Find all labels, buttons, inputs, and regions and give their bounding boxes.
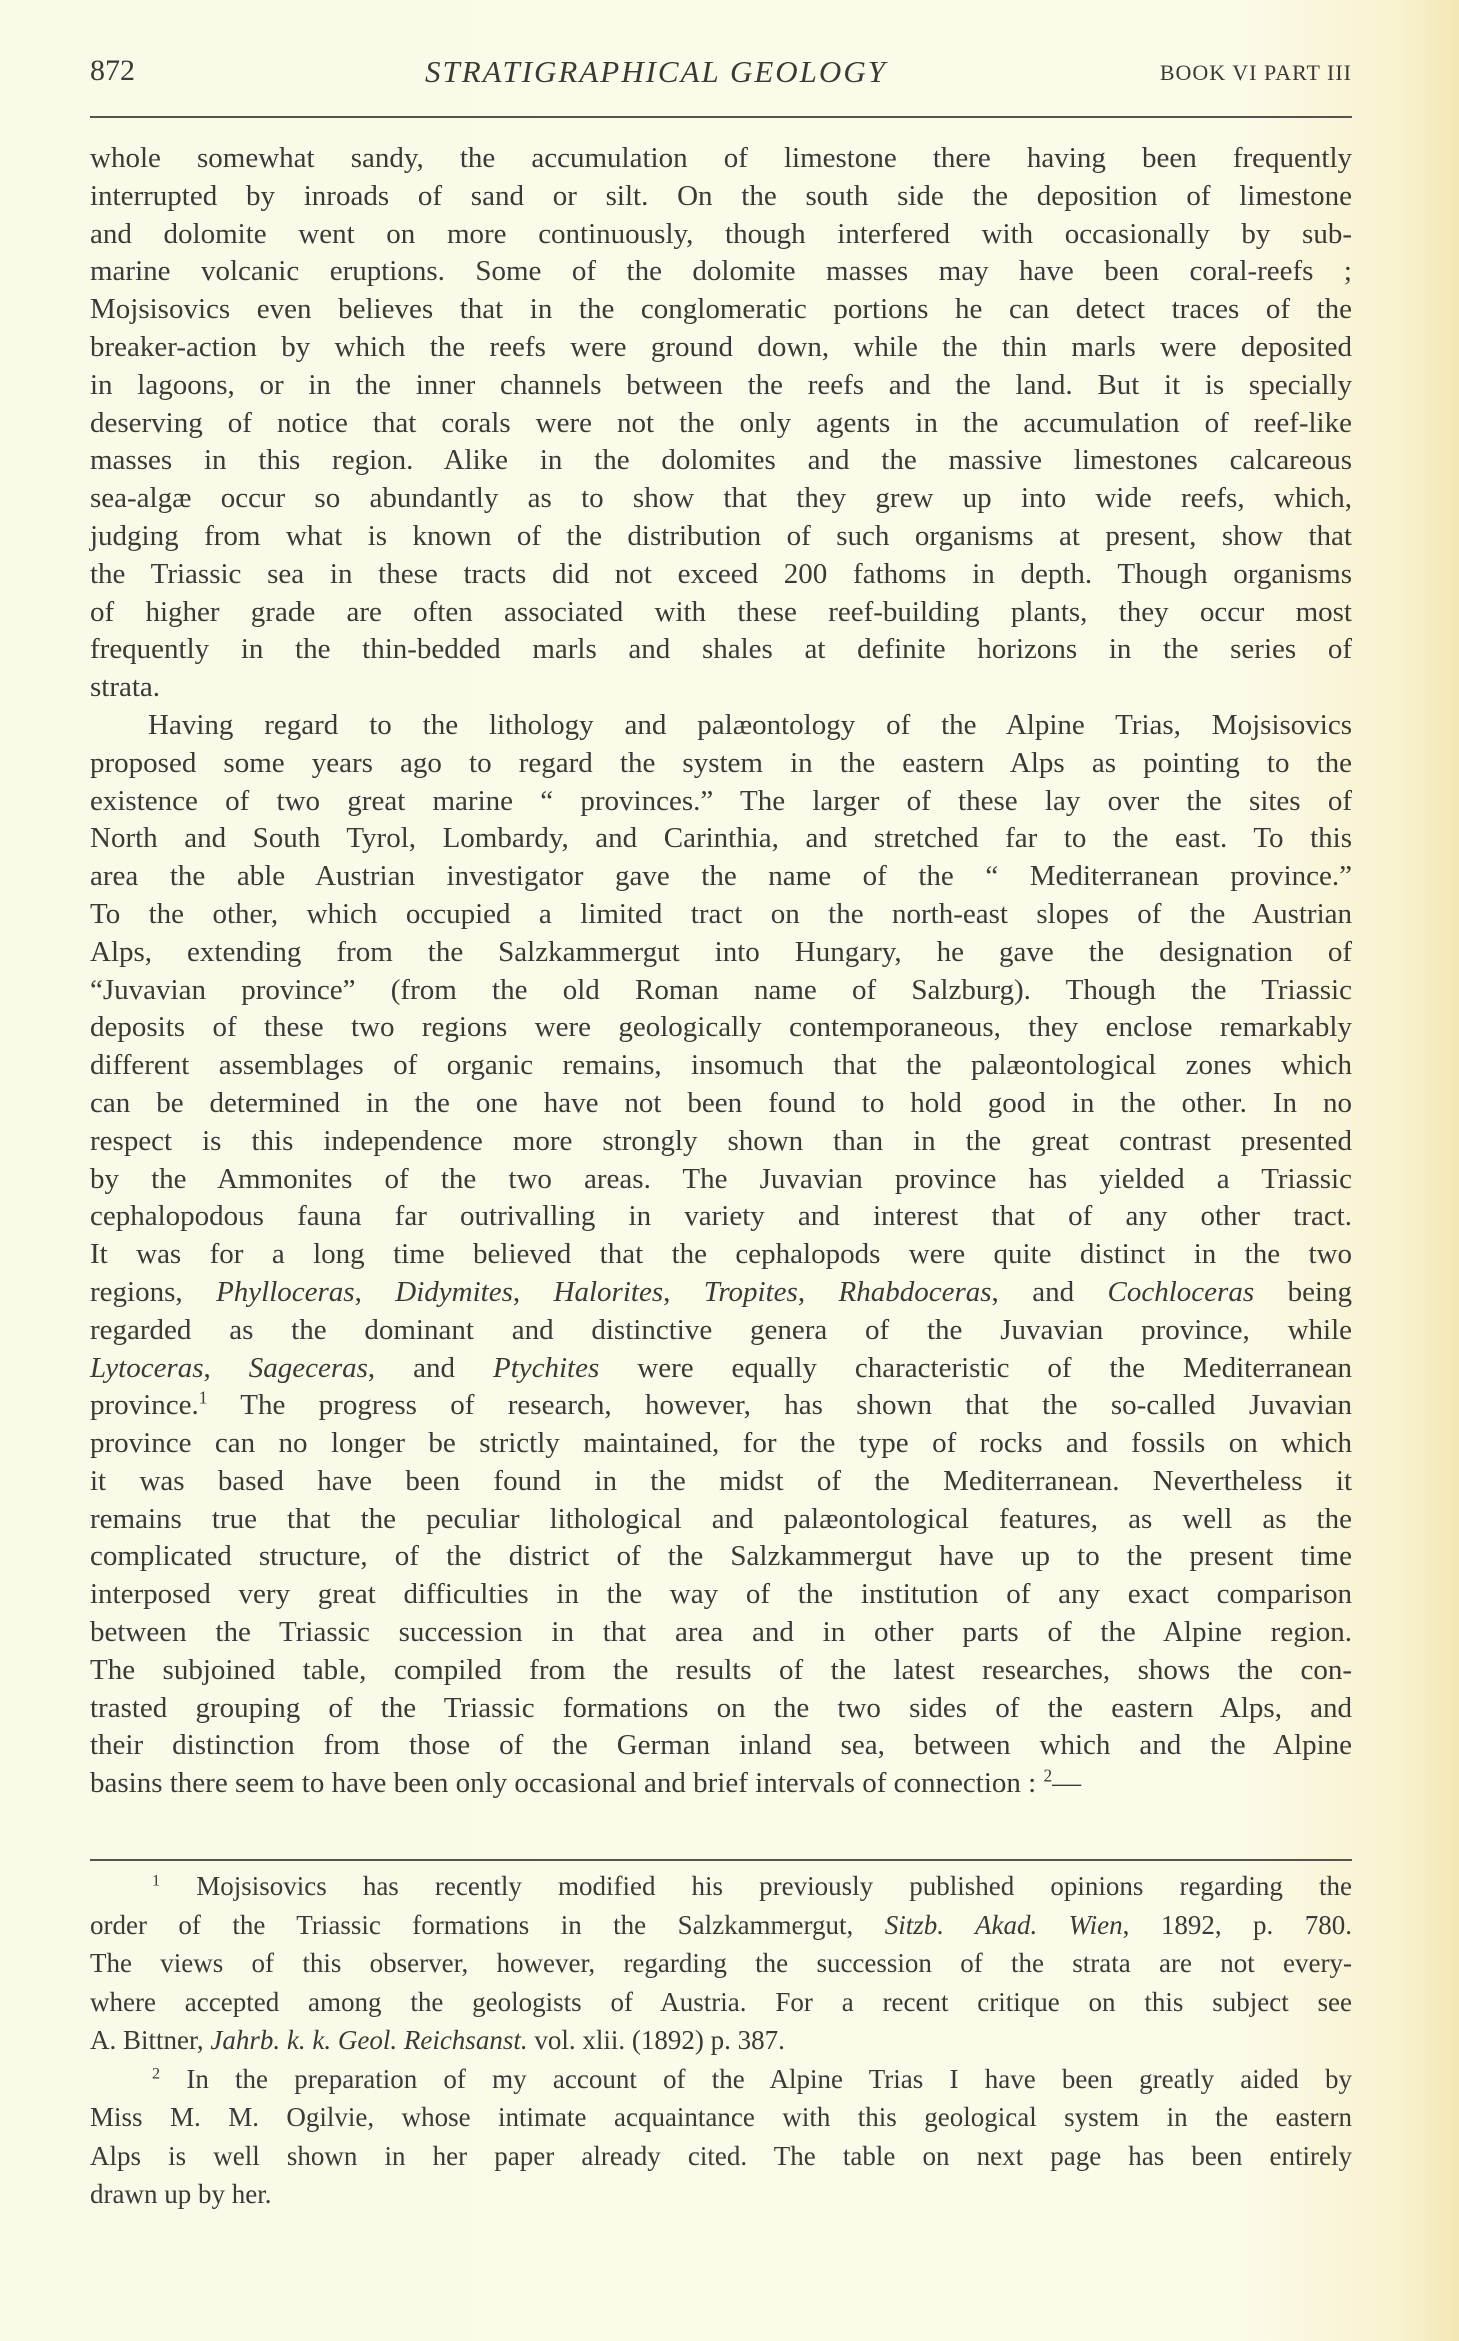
text-run: cephalopodous fauna far outrivalling in variety and interest that of any other tract. (90, 1200, 1352, 1233)
italic-term: Sageceras (248, 1351, 368, 1384)
body-line (90, 783, 1352, 821)
text-run: To the other, which occupied a limited tract on the north-east slopes of the Austrian (90, 897, 1352, 930)
text-run: existence of two great marine “ provinces.” The larger of these lay over the sites of (90, 784, 1352, 817)
footnote-rule (90, 1859, 1352, 1861)
text-run: Alps is well shown in her paper already cited. The table on next page has been entirely (90, 2140, 1352, 2171)
text-run: by the Ammonites of the two areas. The Juvavian province has yielded a Triassic (90, 1162, 1352, 1195)
running-header (90, 54, 1352, 94)
text-run: the Triassic sea in these tracts did not exceed 200 fathoms in depth. Though organisms (90, 557, 1352, 590)
text-run: in lagoons, or in the inner channels between the reefs and the land. But it is specially (90, 368, 1352, 401)
body-line (90, 1085, 1352, 1123)
body-line (90, 405, 1352, 443)
text-run: , 1892, p. 780. (1122, 1909, 1352, 1940)
text-run: marine volcanic eruptions. Some of the dolomite masses may have been coral-reefs ; (90, 255, 1352, 288)
body-line (90, 1009, 1352, 1047)
text-run: regions, (90, 1275, 217, 1308)
body-line (90, 1576, 1352, 1614)
text-run: where accepted among the geologists of Austria. For a recent critique on this subject see (90, 1986, 1352, 2017)
body-line (90, 1236, 1352, 1274)
body-line (90, 253, 1352, 291)
body-line (90, 707, 1352, 745)
footnote-marker: 1 (198, 1387, 208, 1408)
italic-term: Phylloceras (216, 1275, 355, 1308)
text-run: complicated structure, of the district of the Salzkammergut have up to the present time (90, 1540, 1352, 1573)
text-run: proposed some years ago to regard the system in the eastern Alps as pointing to the (90, 746, 1352, 779)
body-line (90, 442, 1352, 480)
footnotes (90, 1867, 1352, 2214)
text-run: Mojsisovics has recently modified his previously published opinions regarding the (160, 1871, 1352, 1901)
text-run: were equally characteristic of the Mediterranean (599, 1351, 1353, 1384)
body-line (90, 556, 1352, 594)
body-line (90, 1765, 1352, 1803)
text-run: Mojsisovics even believes that in the conglomeratic portions he can detect traces of the (90, 293, 1352, 326)
text-run: it was based have been found in the midst of the Mediterranean. Nevertheless it (90, 1464, 1352, 1497)
text-run: , (663, 1275, 704, 1308)
body-line (90, 1727, 1352, 1765)
footnote-line (90, 1867, 1352, 1906)
footnote-line (90, 2137, 1352, 2176)
body-line (90, 934, 1352, 972)
body-line (90, 367, 1352, 405)
italic-term: Jahrb. k. k. Geol. Reichsanst. (210, 2025, 528, 2055)
body-line (90, 594, 1352, 632)
body-line (90, 1047, 1352, 1085)
body-line (90, 329, 1352, 367)
text-run: The subjoined table, compiled from the results of the latest researches, shows the con- (90, 1653, 1352, 1686)
text-run: , (797, 1275, 839, 1308)
text-run: Having regard to the lithology and palæontology of the Alpine Trias, Mojsisovics (148, 708, 1352, 741)
footnote-marker: 1 (152, 1871, 161, 1890)
body-line (90, 820, 1352, 858)
text-run: of higher grade are often associated with these reef-building plants, they occur most (90, 595, 1352, 628)
body-line (90, 480, 1352, 518)
body-line (90, 1538, 1352, 1576)
body-line (90, 1463, 1352, 1501)
footnote-marker: 2 (152, 2063, 161, 2082)
text-run: regarded as the dominant and distinctive genera of the Juvavian province, while (90, 1313, 1352, 1346)
text-run: judging from what is known of the distribution of such organisms at present, show that (90, 519, 1352, 552)
body-line (90, 140, 1352, 178)
text-run: province can no longer be strictly maintained, for the type of rocks and fossils on which (90, 1427, 1352, 1460)
body-text (90, 140, 1352, 1803)
body-line (90, 1198, 1352, 1236)
text-run: Miss M. M. Ogilvie, whose intimate acquaintance with this geological system in the eastern (90, 2102, 1352, 2132)
text-run: vol. xlii. (1892) p. 387. (527, 2025, 785, 2055)
text-run: — (1052, 1767, 1082, 1800)
body-line (90, 1350, 1352, 1388)
text-run: North and South Tyrol, Lombardy, and Carinthia, and stretched far to the east. To this (90, 822, 1352, 855)
body-line (90, 858, 1352, 896)
text-run: masses in this region. Alike in the dolomites and the massive limestones calcareous (90, 444, 1352, 477)
body-line (90, 1161, 1352, 1199)
text-run: interrupted by inroads of sand or silt. On the south side the deposition of limestone (90, 179, 1352, 212)
italic-term: Sitzb. Akad. Wien (884, 1909, 1123, 1940)
text-run: sea-algæ occur so abundantly as to show that they grew up into wide reefs, which, (90, 482, 1352, 515)
body-line (90, 1425, 1352, 1463)
body-line (90, 1614, 1352, 1652)
text-run: The views of this observer, however, regarding the succession of the strata are not every- (90, 1948, 1352, 1978)
text-run: frequently in the thin-bedded marls and shales at definite horizons in the series of (90, 633, 1352, 666)
text-run: breaker-action by which the reefs were ground down, while the thin marls were deposited (90, 330, 1352, 363)
body-line (90, 896, 1352, 934)
body-line (90, 1501, 1352, 1539)
book-part-label: BOOK VI PART III (1159, 60, 1352, 85)
text-run: basins there seem to have been only occasional and brief intervals of connection : (90, 1767, 1044, 1800)
text-run: A. Bittner, (90, 2025, 211, 2055)
text-run: area the able Austrian investigator gave the name of the “ Mediterranean province.” (90, 860, 1352, 893)
text-run: between the Triassic succession in that area and in other parts of the Alpine region. (90, 1616, 1352, 1649)
text-run: trasted grouping of the Triassic formations on the two sides of the eastern Alps, and (90, 1691, 1352, 1724)
running-title: STRATIGRAPHICAL GEOLOGY (425, 54, 887, 89)
text-run: It was for a long time believed that the cephalopods were quite distinct in the two (90, 1238, 1352, 1271)
body-line (90, 216, 1352, 254)
text-run: interposed very great difficulties in the way of the institution of any exact comparison (90, 1578, 1352, 1611)
text-run: In the preparation of my account of the Alpine Trias I have been greatly aided by (160, 2063, 1352, 2094)
italic-term: Rhabdoceras (838, 1275, 992, 1308)
text-run: , (203, 1351, 249, 1384)
body-line (90, 1274, 1352, 1312)
text-run: whole somewhat sandy, the accumulation of limestone there having been frequently (90, 142, 1352, 174)
text-run: The progress of research, however, has shown that the so-called Juvavian (207, 1389, 1352, 1422)
body-line (90, 1690, 1352, 1728)
text-run: strata. (90, 671, 161, 704)
text-run: Alps, extending from the Salzkammergut into Hungary, he gave the designation of (90, 935, 1352, 968)
footnote-line (90, 1944, 1352, 1983)
body-line (90, 518, 1352, 556)
text-run: province. (90, 1389, 199, 1422)
text-run: deserving of notice that corals were not the only agents in the accumulation of reef-like (90, 406, 1352, 439)
body-line (90, 291, 1352, 329)
text-run: remains true that the peculiar lithological and palæontological features, as well as the (90, 1502, 1352, 1535)
text-run: their distinction from those of the German inland sea, between which and the Alpine (90, 1729, 1352, 1762)
footnote-line (90, 2021, 1352, 2060)
text-run: , and (991, 1275, 1108, 1308)
text-run: and dolomite went on more continuously, though interfered with occasionally by sub- (90, 217, 1352, 250)
body-line (90, 745, 1352, 783)
page-number: 872 (90, 54, 135, 87)
body-line (90, 1652, 1352, 1690)
body-line (90, 1123, 1352, 1161)
body-line (90, 669, 1352, 707)
body-line (90, 1312, 1352, 1350)
body-line (90, 631, 1352, 669)
text-run: being (1254, 1275, 1352, 1308)
text-run: respect is this independence more strongly shown than in the great contrast presented (90, 1124, 1352, 1157)
footnote-line (90, 2098, 1352, 2137)
text-run: can be determined in the one have not been found to hold good in the other. In no (90, 1086, 1352, 1119)
body-line (90, 178, 1352, 216)
footnote-line (90, 1906, 1352, 1945)
footnote-marker: 2 (1043, 1765, 1053, 1786)
text-run: different assemblages of organic remains, insomuch that the palæontological zones which (90, 1049, 1352, 1082)
italic-term: Didymites (395, 1275, 513, 1308)
footnote-line (90, 2175, 1352, 2214)
header-rule (90, 116, 1352, 118)
italic-term: Halorites (553, 1275, 664, 1308)
italic-term: Tropites (703, 1275, 798, 1308)
body-line (90, 972, 1352, 1010)
italic-term: Lytoceras (90, 1351, 204, 1384)
text-run: “Juvavian province” (from the old Roman name of Salzburg). Though the Triassic (90, 973, 1352, 1006)
text-run: , (512, 1275, 554, 1308)
italic-term: Cochloceras (1107, 1275, 1255, 1308)
italic-term: Ptychites (492, 1351, 600, 1384)
text-run: , and (367, 1351, 493, 1384)
footnote-line (90, 1983, 1352, 2022)
body-line (90, 1387, 1352, 1425)
text-run: deposits of these two regions were geologically contemporaneous, they enclose remarkably (90, 1011, 1352, 1044)
footnote-line (90, 2060, 1352, 2099)
text-run: , (354, 1275, 396, 1308)
text-run: drawn up by her. (90, 2179, 272, 2209)
text-run: order of the Triassic formations in the Salzkammergut, (90, 1909, 885, 1940)
